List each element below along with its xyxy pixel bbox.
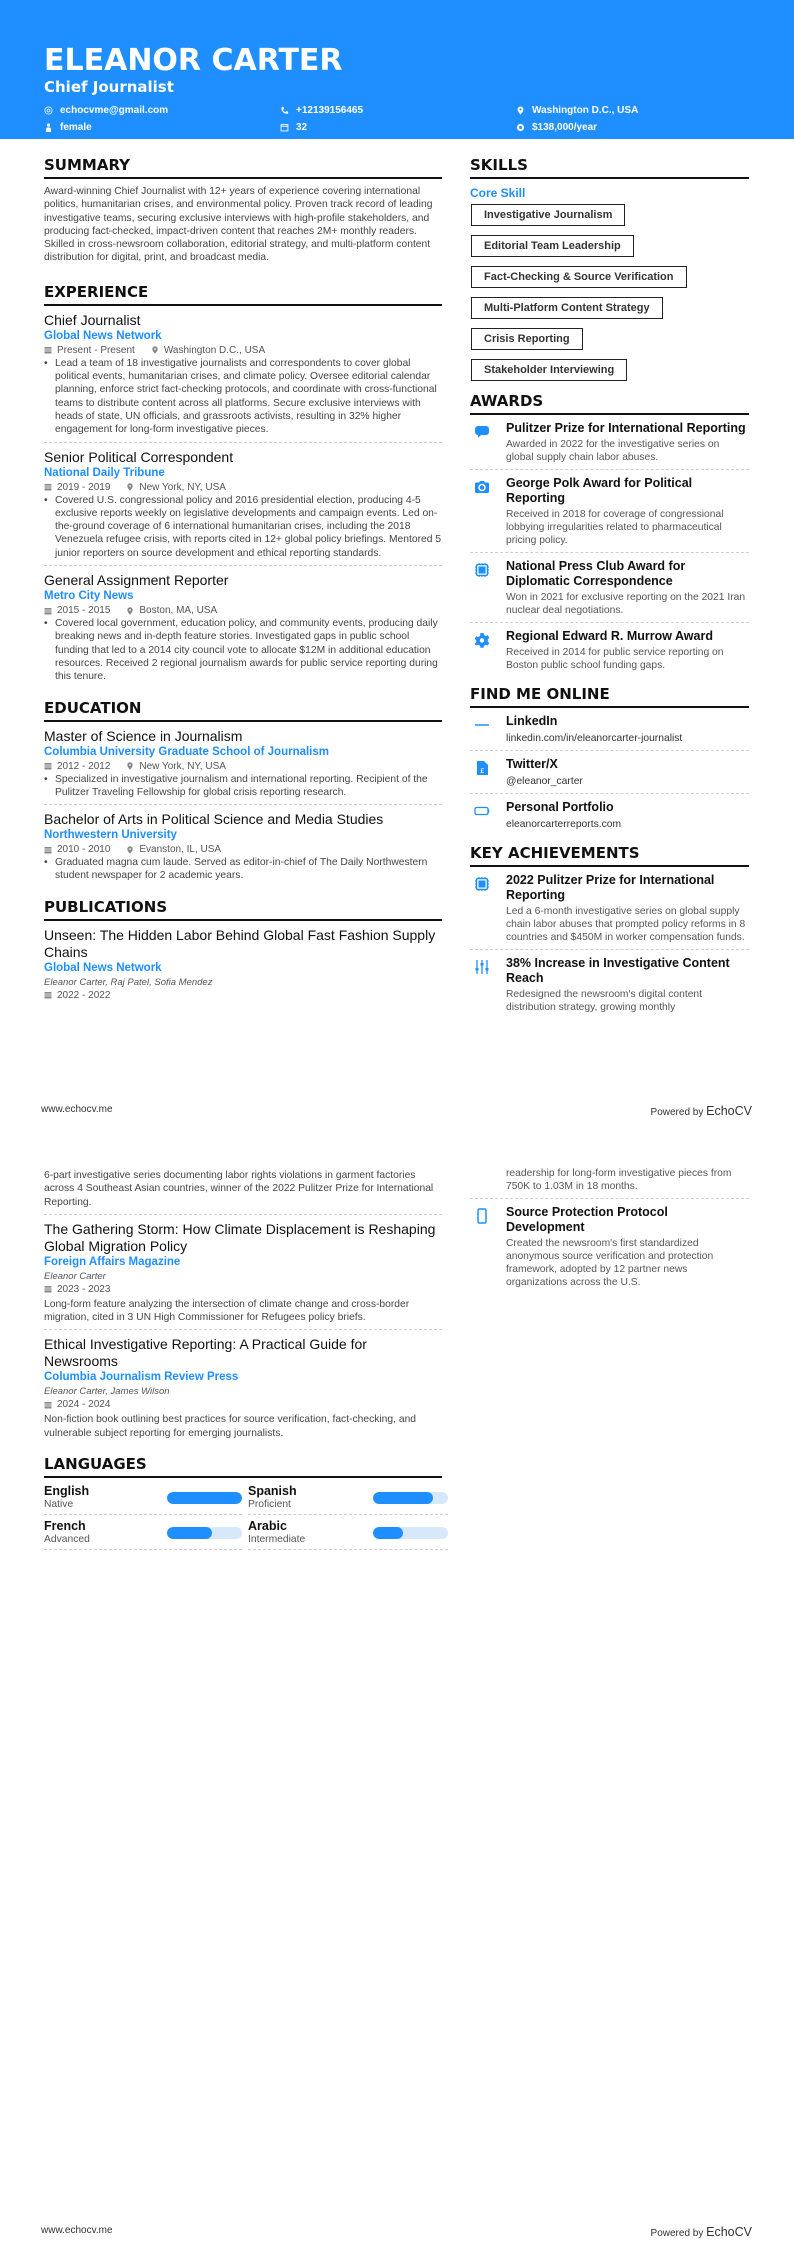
- education-heading: EDUCATION: [44, 699, 442, 722]
- award-title: George Polk Award for Political Reporting: [506, 476, 693, 505]
- contact-phone[interactable]: [280, 103, 516, 118]
- degree: Bachelor of Arts in Political Science and Media Studies: [44, 811, 384, 828]
- skill-chip: Stakeholder Interviewing: [471, 359, 627, 381]
- brand-name: EchoCV: [706, 1104, 752, 1118]
- experience-section: [44, 283, 442, 689]
- degree: Master of Science in Journalism: [44, 727, 243, 744]
- awards-section: [470, 392, 749, 677]
- skill-chip: Investigative Journalism: [471, 204, 625, 226]
- calendar-icon: [44, 1285, 52, 1293]
- online-title: Personal Portfolio: [506, 800, 614, 814]
- education-dates: 2012 - 2012: [57, 760, 111, 772]
- contact-salary: [516, 120, 716, 135]
- language-level: Advanced: [44, 1534, 90, 1546]
- job-title: General Assignment Reporter: [44, 572, 229, 589]
- skill-chip: Crisis Reporting: [471, 328, 583, 350]
- calendar-icon: [280, 123, 289, 132]
- education-meta: [44, 760, 442, 773]
- skill-group-label: Core Skill: [470, 186, 526, 200]
- award-desc: Awarded in 2022 for the investigative series on global supply chain labor abuses.: [506, 439, 720, 463]
- sliders-icon: [474, 959, 490, 975]
- job-bullet: • Covered local government, education policy, and community events, producing daily breaking news and in-depth feature stories. Investigated gaps in public school funding that led to a 2014 city council vote to allocate $12M in additional education resources. Received 2 regional journalism awards for public service reporting during this tenure.: [44, 617, 442, 683]
- camera-icon: [474, 479, 490, 495]
- footer-powered-by: [651, 1104, 752, 1118]
- contact-info: [44, 103, 750, 135]
- school: Northwestern University: [44, 829, 177, 842]
- education-item: [44, 728, 442, 806]
- job-title: Chief Journalist: [44, 311, 141, 328]
- publication-dates: 2023 - 2023: [57, 1283, 111, 1295]
- achievement-continued: [470, 1165, 749, 1199]
- online-link[interactable]: eleanorcarterreports.com: [506, 819, 622, 830]
- contact-gender: [44, 120, 280, 135]
- languages-section: [44, 1455, 442, 1554]
- job-meta: [44, 344, 442, 357]
- education-bullet: • Specialized in investigative journalism and international reporting. Recipient of the Pulitzer Traveling Fellowship for global crisis reporting research.: [44, 773, 442, 800]
- bullet-text: Covered U.S. congressional policy and 2016 presidential election, producing 4-5 exclusive reports weekly on legislative developments and campaign events. Led on-the-ground coverage of 6 international humanitarian crises, including the 2018 Venezuela refugee crisis, with reports cited in 12+ global policy briefings. Mentored 5 junior reporters on source development and ethical reporting standards.: [55, 494, 442, 559]
- publisher: Foreign Affairs Magazine: [44, 1255, 181, 1268]
- brand-name: EchoCV: [706, 2225, 752, 2239]
- skill-chip: Fact-Checking & Source Verification: [471, 266, 687, 288]
- publication-desc: 6-part investigative series documenting labor rights violations in garment factories across 4 Southeast Asian countries, winner of the 2022 Pulitzer Prize for International Reporting.: [44, 1170, 434, 1208]
- online-link[interactable]: linkedin.com/in/eleanorcarter-journalist: [506, 733, 683, 744]
- publication-item: [44, 927, 442, 1007]
- award-desc: Won in 2021 for exclusive reporting on the 2021 Iran nuclear deal negotiations.: [506, 592, 746, 616]
- salary-text: $138,000/year: [532, 122, 598, 133]
- publication-meta: [44, 1398, 442, 1411]
- location-text: Washington D.C., USA: [532, 105, 639, 116]
- map-pin-icon: [126, 762, 134, 770]
- map-pin-icon: [126, 846, 134, 854]
- money-icon: [516, 123, 525, 132]
- job-dates: Present - Present: [57, 344, 135, 356]
- achievement-desc: Led a 6-month investigative series on global supply chain labor abuses that prompted policy reforms in 8 countries and $450M in worker compensation funds.: [506, 906, 746, 943]
- contact-age: [280, 120, 516, 135]
- education-meta: [44, 843, 442, 856]
- achievement-title: 38% Increase in Investigative Content Reach: [506, 956, 730, 985]
- online-section: [470, 685, 749, 836]
- award-title: National Press Club Award for Diplomatic Correspondence: [506, 559, 686, 588]
- calendar-icon: [44, 1401, 52, 1409]
- awards-heading: AWARDS: [470, 392, 749, 415]
- summary-text: Award-winning Chief Journalist with 12+ years of experience covering international politics, humanitarian crises, and environmental policy. Proven track record of leading investigative teams, securing exclusive interviews with high-profile stakeholders, and producing fact-checked, impact-driven content that reaches 2M+ monthly readers. Skilled in cross-newsroom collaboration, editorial strategy, and multi-platform content distribution for digital, print, and broadcast media.: [44, 186, 433, 264]
- gear-icon: [474, 632, 490, 648]
- candidate-title: Chief Journalist: [44, 78, 174, 96]
- employer: Global News Network: [44, 329, 162, 342]
- education-location: Evanston, IL, USA: [139, 844, 222, 856]
- award-desc: Received in 2018 for coverage of congressional lobbying irregularities related to pharmaceutical pricing policy.: [506, 509, 724, 546]
- achievement-item: [470, 956, 749, 1019]
- job-meta: [44, 481, 442, 494]
- publication-desc: Non-fiction book outlining best practices for source verification, fact-checking, and vulnerable subject reporting for emerging journalists.: [44, 1414, 417, 1439]
- publication-continued: [44, 1169, 442, 1215]
- language-list: [44, 1484, 442, 1554]
- education-section: [44, 699, 442, 888]
- publication-desc: Long-form feature analyzing the intersection of climate change and cross-border migration, cited in 3 UN High Commissioner for Refugees policy briefs.: [44, 1298, 410, 1324]
- footer-site-link[interactable]: www.echocv.me: [41, 1104, 113, 1115]
- language-proficiency-bar: [373, 1492, 448, 1504]
- language-name: English: [44, 1484, 90, 1499]
- language-level: Proficient: [248, 1499, 291, 1511]
- online-item[interactable]: [470, 800, 749, 836]
- bullet-text: Lead a team of 18 investigative journalists and correspondents to cover global political events, humanitarian crises, and climate policy. Oversee editorial calendar planning, enforce strict fact-checking protocols, and coordinate with cross-functional teams to distribute content across all platforms. Secure exclusive interviews with heads of state, UN officials, and grassroots activists, resulting in 32% higher engagement for long-form investigative pieces.: [55, 357, 437, 436]
- battery-icon: [474, 803, 490, 819]
- publisher: Global News Network: [44, 961, 162, 974]
- summary-heading: SUMMARY: [44, 156, 442, 179]
- skill-list: [470, 204, 749, 390]
- publication-authors: Eleanor Carter: [44, 1270, 106, 1282]
- online-heading: FIND ME ONLINE: [470, 685, 749, 708]
- award-item: [470, 559, 749, 623]
- online-title: LinkedIn: [506, 714, 558, 728]
- job-dates: 2019 - 2019: [57, 481, 111, 493]
- calendar-icon: [44, 991, 52, 999]
- experience-item: [44, 312, 442, 443]
- left-column-page-2: [44, 1169, 442, 1554]
- experience-item: [44, 572, 442, 688]
- publications-section: [44, 898, 442, 1007]
- person-icon: [44, 123, 53, 132]
- publication-item: [44, 1336, 442, 1445]
- calendar-icon: [44, 846, 52, 854]
- candidate-name: ELEANOR CARTER: [44, 43, 343, 78]
- right-column-page-2: [470, 1165, 749, 1300]
- online-link[interactable]: @eleanor_carter: [506, 776, 583, 787]
- chip-icon: [474, 876, 490, 892]
- document-icon: [474, 760, 490, 776]
- language-level: Intermediate: [248, 1534, 306, 1546]
- phone-icon: [280, 106, 289, 115]
- chip-icon: [474, 562, 490, 578]
- language-proficiency-bar: [373, 1527, 448, 1539]
- map-pin-icon: [151, 346, 159, 354]
- job-bullet: • Covered U.S. congressional policy and 2016 presidential election, producing 4-5 exclusive reports weekly on legislative developments and campaign events. Led on-the-ground coverage of 6 international humanitarian crises, including the 2018 Venezuela refugee crisis, with reports cited in 12+ global policy briefings. Mentored 5 junior reporters on source development and ethical reporting standards.: [44, 494, 442, 559]
- job-location: Washington D.C., USA: [163, 344, 266, 356]
- job-meta: [44, 604, 442, 617]
- education-location: New York, NY, USA: [139, 760, 226, 772]
- publication-dates: 2024 - 2024: [57, 1399, 111, 1411]
- achievements-heading: KEY ACHIEVEMENTS: [470, 844, 749, 867]
- publication-title: Unseen: The Hidden Labor Behind Global Fast Fashion Supply Chains: [44, 926, 436, 960]
- experience-item: [44, 449, 442, 566]
- publisher: Columbia Journalism Review Press: [44, 1371, 239, 1384]
- email-text: echocvme@gmail.com: [60, 105, 169, 116]
- bullet-text: Specialized in investigative journalism and international reporting. Recipient of the Pulitzer Traveling Fellowship for global crisis reporting research.: [55, 773, 428, 798]
- skill-chip: Multi-Platform Content Strategy: [471, 297, 663, 319]
- language-level: Native: [44, 1499, 74, 1511]
- bullet-text: Covered local government, education policy, and community events, producing daily breaking news and in-depth feature stories. Investigated gaps in public school funding that led to a 2014 city council vote to allocate $12M in additional education resources. Received 2 regional journalism awards for public service reporting during this tenure.: [55, 618, 438, 683]
- map-pin-icon: [516, 106, 525, 115]
- language-item: [248, 1484, 448, 1515]
- job-location: Boston, MA, USA: [139, 605, 218, 617]
- publication-meta: [44, 989, 442, 1002]
- powered-by-text: Powered by: [650, 1107, 704, 1118]
- experience-heading: EXPERIENCE: [44, 283, 442, 306]
- language-item: [248, 1519, 448, 1550]
- publication-meta: [44, 1283, 442, 1296]
- right-column-page-1: [470, 156, 749, 1025]
- school: Columbia University Graduate School of Journalism: [44, 745, 330, 758]
- publication-authors: Eleanor Carter, James Wilson: [44, 1386, 170, 1398]
- chat-bubble-icon: [474, 424, 490, 440]
- education-bullet: • Graduated magna cum laude. Served as editor-in-chief of The Daily Northwestern student newspaper for 2 academic years.: [44, 856, 442, 883]
- achievement-item: [470, 873, 749, 950]
- contact-location: [516, 103, 716, 118]
- award-title: Pulitzer Prize for International Reporting: [506, 421, 746, 435]
- resume-header: [0, 0, 794, 139]
- award-title: Regional Edward R. Murrow Award: [506, 629, 713, 643]
- svg-text:£: £: [480, 767, 485, 775]
- publication-dates: 2022 - 2022: [57, 989, 111, 1001]
- calendar-icon: [44, 346, 52, 354]
- job-title: Senior Political Correspondent: [44, 448, 234, 465]
- powered-by-text: Powered by: [650, 2228, 704, 2239]
- achievement-title: 2022 Pulitzer Prize for International Reporting: [506, 873, 715, 902]
- achievement-desc: readership for long-form investigative pieces from 750K to 1.03M in 18 months.: [506, 1168, 732, 1192]
- gender-text: female: [60, 122, 92, 133]
- language-proficiency-bar: [167, 1527, 242, 1539]
- language-name: Arabic: [248, 1519, 287, 1534]
- age-text: 32: [296, 122, 308, 133]
- phone-icon: [474, 1208, 490, 1224]
- award-item: [470, 629, 749, 677]
- award-item: [470, 421, 749, 470]
- job-dates: 2015 - 2015: [57, 605, 111, 617]
- summary-section: [44, 156, 442, 265]
- language-item: [44, 1484, 242, 1515]
- map-pin-icon: [126, 483, 134, 491]
- skills-heading: SKILLS: [470, 156, 749, 179]
- publication-authors: Eleanor Carter, Raj Patel, Sofia Mendez: [44, 976, 213, 988]
- calendar-icon: [44, 762, 52, 770]
- calendar-icon: [44, 607, 52, 615]
- calendar-icon: [44, 483, 52, 491]
- employer: Metro City News: [44, 590, 134, 603]
- achievement-desc: Redesigned the newsroom's digital content distribution strategy, growing monthly: [506, 989, 703, 1013]
- online-item[interactable]: [470, 757, 749, 794]
- award-item: [470, 476, 749, 553]
- employer: National Daily Tribune: [44, 466, 165, 479]
- map-pin-icon: [126, 607, 134, 615]
- publication-title: The Gathering Storm: How Climate Displacement is Reshaping Global Migration Policy: [44, 1220, 436, 1254]
- online-title: Twitter/X: [506, 757, 558, 771]
- publications-heading: PUBLICATIONS: [44, 898, 442, 921]
- language-item: [44, 1519, 242, 1550]
- achievement-item: [470, 1205, 749, 1294]
- achievement-title: Source Protection Protocol Development: [506, 1205, 668, 1234]
- contact-email[interactable]: [44, 103, 280, 118]
- footer-site-link[interactable]: www.echocv.me: [41, 2225, 113, 2236]
- achievement-desc: Created the newsroom's first standardized anonymous source verification and protection framework, adopted by 12 partner news organizations across the U.S.: [506, 1238, 714, 1288]
- at-icon: [44, 106, 53, 115]
- award-desc: Received in 2014 for public service reporting on Boston public school funding gaps.: [506, 647, 724, 671]
- left-column-page-1: [44, 156, 442, 1013]
- languages-heading: LANGUAGES: [44, 1455, 442, 1478]
- phone-text: +12139156465: [296, 105, 364, 116]
- footer-powered-by: [651, 2225, 752, 2239]
- education-dates: 2010 - 2010: [57, 844, 111, 856]
- minus-icon: [474, 717, 490, 733]
- achievements-section: [470, 844, 749, 1019]
- bullet-text: Graduated magna cum laude. Served as editor-in-chief of The Daily Northwestern student newspaper for 2 academic years.: [55, 857, 428, 882]
- publication-item: [44, 1221, 442, 1331]
- language-name: Spanish: [248, 1484, 297, 1499]
- language-proficiency-bar: [167, 1492, 242, 1504]
- job-bullet: • Lead a team of 18 investigative journalists and correspondents to cover global political events, humanitarian crises, and climate policy. Oversee editorial calendar planning, enforce strict fact-checking protocols, and coordinate with cross-functional teams to distribute content across all platforms. Secure exclusive interviews with heads of state, UN officials, and grassroots activists, resulting in 32% higher engagement for long-form investigative pieces.: [44, 357, 442, 437]
- language-name: French: [44, 1519, 86, 1534]
- online-item[interactable]: [470, 714, 749, 751]
- publication-title: Ethical Investigative Reporting: A Practical Guide for Newsrooms: [44, 1336, 367, 1370]
- skill-chip: Editorial Team Leadership: [471, 235, 634, 257]
- education-item: [44, 811, 442, 888]
- skills-section: [470, 156, 749, 390]
- job-location: New York, NY, USA: [139, 481, 226, 493]
